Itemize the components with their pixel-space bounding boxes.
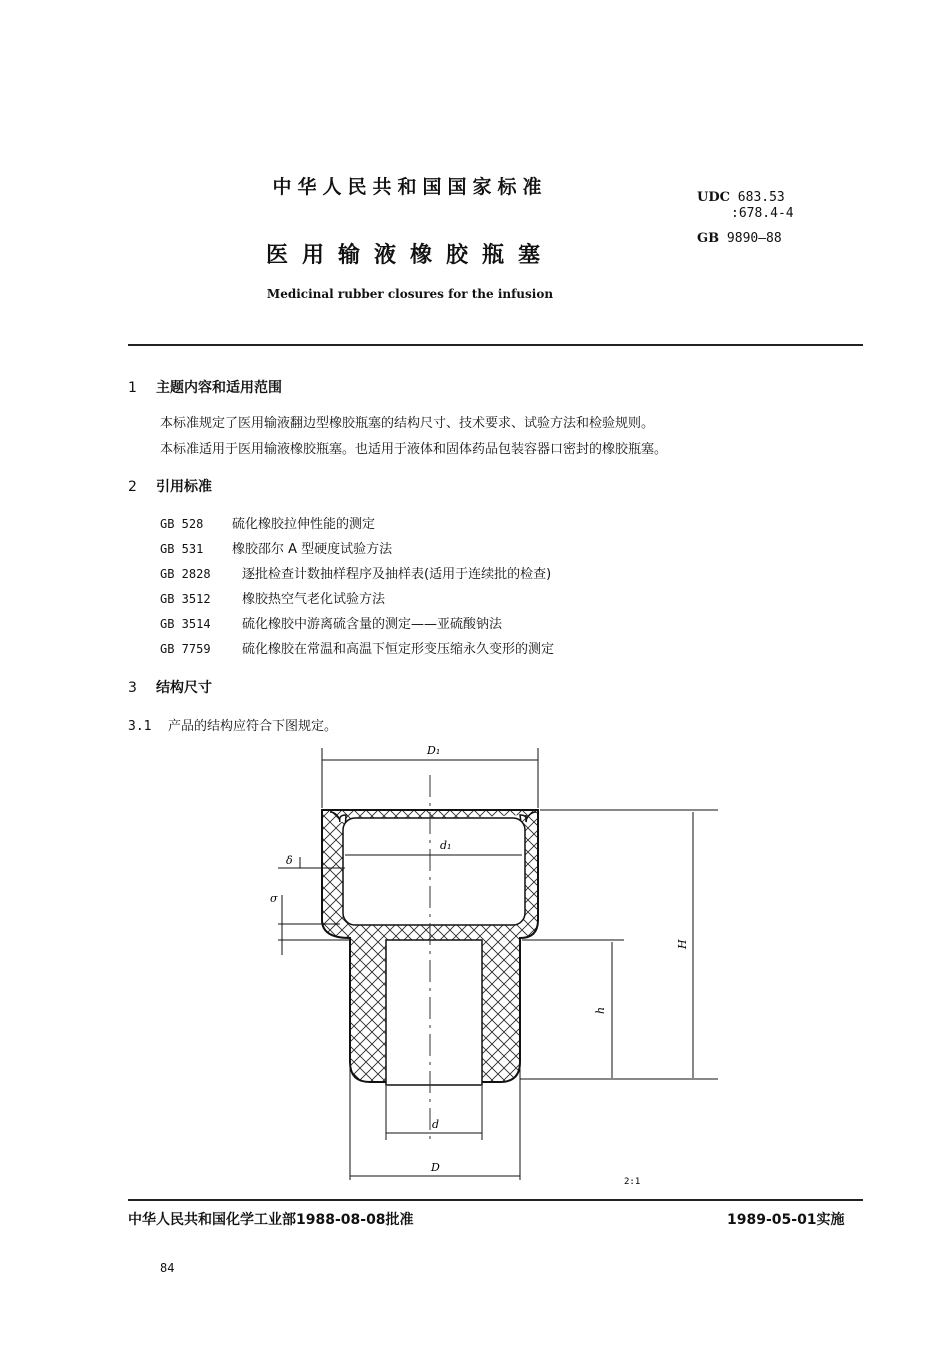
reference-item xyxy=(160,588,385,607)
label-sigma: σ xyxy=(270,892,278,905)
cup-inner xyxy=(343,818,525,925)
approval-statement: 中华人民共和国化学工业部1988-08-08批准 xyxy=(128,1212,414,1228)
reference-name: 硫化橡胶拉伸性能的测定 xyxy=(232,517,376,532)
section-title: 主题内容和适用范围 xyxy=(156,380,282,396)
paragraph: 本标准适用于医用输液橡胶瓶塞。也适用于液体和固体药品包装容器口密封的橡胶瓶塞。 xyxy=(160,442,668,457)
effective-date: 1989-05-01实施 xyxy=(727,1212,845,1228)
plug-hole xyxy=(386,940,482,1085)
section-1-heading xyxy=(128,377,282,397)
reference-code: GB 3514 xyxy=(160,617,211,631)
udc-number xyxy=(697,190,785,206)
paragraph: 本标准规定了医用输液翻边型橡胶瓶塞的结构尺寸、技术要求、试验方法和检验规则。 xyxy=(160,416,655,431)
footer-divider xyxy=(128,1199,863,1201)
document-title: 医用输液橡胶瓶塞 xyxy=(265,243,554,268)
document-title-english: Medicinal rubber closures for the infusion xyxy=(266,287,554,301)
label-delta: δ xyxy=(286,854,293,867)
reference-item xyxy=(160,613,502,632)
reference-name: 逐批检查计数抽样程序及抽样表(适用于连续批的检查) xyxy=(242,567,552,582)
reference-code: GB 531 xyxy=(160,542,204,556)
gb-label: GB xyxy=(697,231,720,246)
reference-name: 橡胶邵尔 A 型硬度试验方法 xyxy=(232,542,393,557)
label-d-outer: D xyxy=(431,1161,440,1174)
label-d1-inner: d₁ xyxy=(440,839,452,852)
section-number: 1 xyxy=(128,380,137,396)
closure-drawing xyxy=(260,740,720,1190)
udc-value-secondary: :678.4-4 xyxy=(731,206,794,221)
section-number: 2 xyxy=(128,479,137,495)
udc-value: 683.53 xyxy=(737,190,785,205)
page-number: 84 xyxy=(160,1261,175,1275)
reference-name: 硫化橡胶中游离硫含量的测定——亚硫酸钠法 xyxy=(242,617,503,632)
gb-value: 9890—88 xyxy=(726,231,782,246)
section-3-heading xyxy=(128,677,212,697)
reference-code: GB 2828 xyxy=(160,567,211,581)
reference-item xyxy=(160,638,554,657)
section-number: 3 xyxy=(128,680,137,696)
reference-item xyxy=(160,563,551,582)
subsection-text: 产品的结构应符合下图规定。 xyxy=(168,719,338,734)
label-d-inner: d xyxy=(432,1118,440,1131)
reference-name: 橡胶热空气老化试验方法 xyxy=(242,592,386,607)
header-divider xyxy=(128,344,863,346)
reference-item xyxy=(160,538,392,557)
standard-name: 中华人民共和国国家标准 xyxy=(272,176,548,198)
reference-code: GB 3512 xyxy=(160,592,211,606)
reference-item xyxy=(160,513,375,532)
udc-label: UDC xyxy=(697,190,730,205)
reference-code: GB 7759 xyxy=(160,642,211,656)
reference-name: 硫化橡胶在常温和高温下恒定形变压缩永久变形的测定 xyxy=(242,642,555,657)
section-2-heading xyxy=(128,476,212,496)
section-title: 引用标准 xyxy=(156,479,212,495)
reference-code: GB 528 xyxy=(160,517,204,531)
scale-label: 2:1 xyxy=(624,1177,641,1187)
subsection-3-1 xyxy=(128,715,337,734)
label-d1-outer: D₁ xyxy=(427,744,441,757)
label-h-plug: h xyxy=(594,1006,607,1014)
label-h-total: H xyxy=(676,939,689,949)
gb-number xyxy=(697,231,782,246)
section-title: 结构尺寸 xyxy=(156,680,212,696)
subsection-number: 3.1 xyxy=(128,719,152,734)
